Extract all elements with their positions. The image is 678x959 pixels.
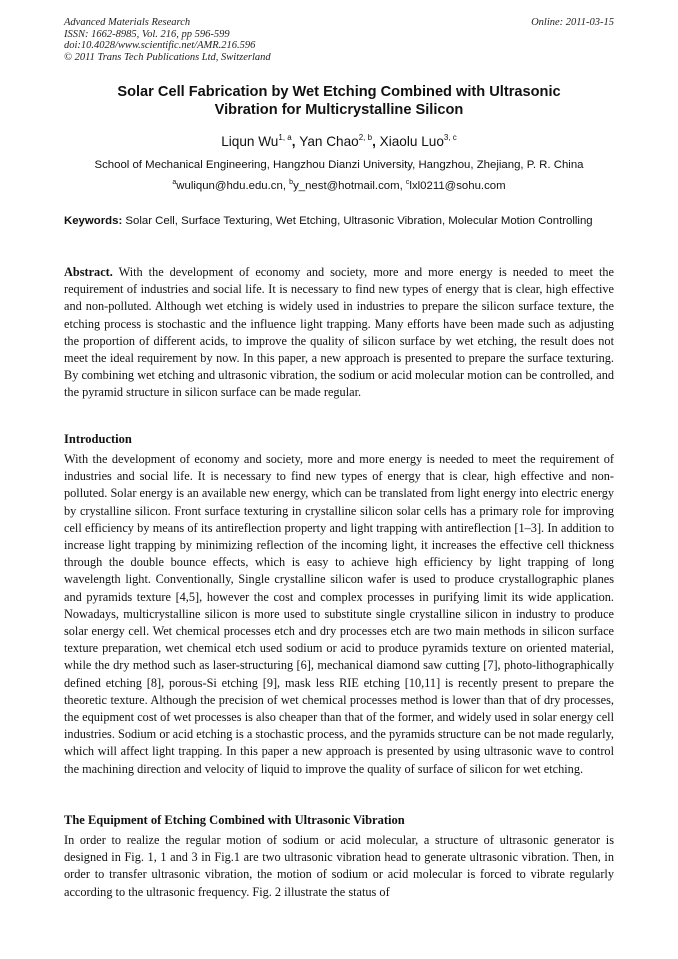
author-separator: , bbox=[291, 134, 300, 149]
keywords-text: Solar Cell, Surface Texturing, Wet Etching, Ultrasonic Vibration, Molecular Motion Controlling bbox=[122, 215, 593, 227]
online-date: Online: 2011-03-15 bbox=[531, 17, 614, 28]
author-name: Liqun Wu bbox=[221, 134, 279, 149]
author-affiliation-marker: 1, a bbox=[278, 133, 292, 142]
equipment-paragraph: In order to realize the regular motion of sodium or acid molecular, a structure of ultrasonic generator is designed in Fig. 1, 1 and 3 in Fig.1 are two ultrasonic vibration head to generate ultrasonic vibration. Then, in order to transfer ultrasonic vibration, the motion of sodium or acid molecular is forced to vibrate regularly according to the ultrasonic frequency. Fig. 2 illustrate the status of bbox=[64, 833, 614, 899]
email-address: lxl0211@sohu.com bbox=[409, 180, 506, 192]
email-marker: a bbox=[172, 179, 177, 186]
journal-header-info bbox=[64, 17, 271, 63]
email-marker: c bbox=[405, 179, 410, 186]
doi-line: doi:10.4028/www.scientific.net/AMR.216.596 bbox=[64, 40, 256, 52]
abstract-text: With the development of economy and society, more and more energy is needed to meet the requirement of industries and social life. It is necessary to find new types of energy that is clear, high effective and non-polluted. Although wet etching is widely used in industries to prepare the silicon surface texture, the etching process is stochastic and the influence light trapping. Many efforts have been made such as adjusting the proportion of different acids, to improve the quality of silicon surface by wet etching, the result does not meet the ideal requirement by now. In this paper, a new approach is presented to prepare the surface texturing. By combining wet etching and ultrasonic vibration, the sodium or acid molecular motion can be controlled, and the pyramid structure in silicon surface can be made regular. bbox=[64, 265, 614, 400]
author-emails bbox=[64, 179, 614, 193]
author-affiliation-marker: 3, c bbox=[443, 133, 457, 142]
keywords bbox=[64, 214, 614, 229]
abstract bbox=[64, 264, 614, 402]
keywords-label: Keywords: bbox=[64, 215, 123, 227]
author-affiliation-marker: 2, b bbox=[358, 133, 373, 142]
abstract-label: Abstract. bbox=[64, 265, 113, 279]
introduction-paragraph: With the development of economy and society, more and more energy is needed to meet the requirement of industries and social life. It is necessary to find new types of energy that is clear, high effective and non-polluted. Solar energy is an available new energy, which can be translated from light energy into electric energy by crystalline silicon. Front surface texturing in crystalline silicon solar cells has a primary role for improving cell efficiency by means of its antireflection property and light trapping with antireflection [1–3]. In addition to increase light trapping by minimizing reflection of the incoming light, it increases the effective cell thickness through the double bounce effects, which is easy to achieve high efficiency by light trapping of long wavelength light. Conventionally, Single crystalline silicon wafer is used to produce crystallographic planes and pyramids texture [4,5], however the cost and complex processes in purifying limit its wide application. Nowadays, multicrystalline silicon is more used to substitute single crystalline silicon in industry to produce solar energy cell. Wet chemical processes etch and dry processes etch are two main methods in silicon surface texture preparation, wet chemical etch used sodium or acid to produce pyramids texture on oriented material, while the dry method such as laser-structuring [6], mechanical diamond saw cutting [7], photo-lithographically defined etching [8], porous-Si etching [9], mask less RIE etching [10,11] is recently present to prepare the theoretic texture. Although the precision of wet chemical processes method is lower than that of dry processes, the equipment cost of wet processes is also cheaper than that of the former, and widely used in solar energy cell industries. Sodium or acid etching is a stochastic process, and the pyramids structure can be not made regularly, which will affect light trapping. In this paper a new approach is presented by using ultrasonic wave to control the machining direction and velocity of liquid to improve the quality of surface of silicon for wet etching. bbox=[64, 452, 614, 776]
journal-name: Advanced Materials Research bbox=[64, 17, 191, 28]
author-name: Yan Chao bbox=[299, 134, 359, 149]
section-heading-introduction: Introduction bbox=[64, 432, 132, 446]
affiliation: School of Mechanical Engineering, Hangzhou Dianzi University, Hangzhou, Zhejiang, P. R. China bbox=[94, 159, 584, 171]
email-address: y_nest@hotmail.com, bbox=[293, 180, 406, 192]
title-line-1: Solar Cell Fabrication by Wet Etching Combined with Ultrasonic bbox=[117, 84, 561, 100]
copyright-line: © 2011 Trans Tech Publications Ltd, Switzerland bbox=[64, 51, 271, 63]
email-address: wuliqun@hdu.edu.cn, bbox=[176, 180, 290, 192]
author-name: Xiaolu Luo bbox=[379, 134, 444, 149]
issn-line: ISSN: 1662-8985, Vol. 216, pp 596-599 bbox=[64, 28, 230, 40]
title-line-2: Vibration for Multicrystalline Silicon bbox=[214, 102, 464, 118]
author-list bbox=[64, 133, 614, 150]
author-separator: , bbox=[372, 134, 380, 149]
paper-title bbox=[64, 83, 614, 119]
section-heading-equipment: The Equipment of Etching Combined with Ultrasonic Vibration bbox=[64, 813, 405, 827]
email-marker: b bbox=[289, 179, 294, 186]
